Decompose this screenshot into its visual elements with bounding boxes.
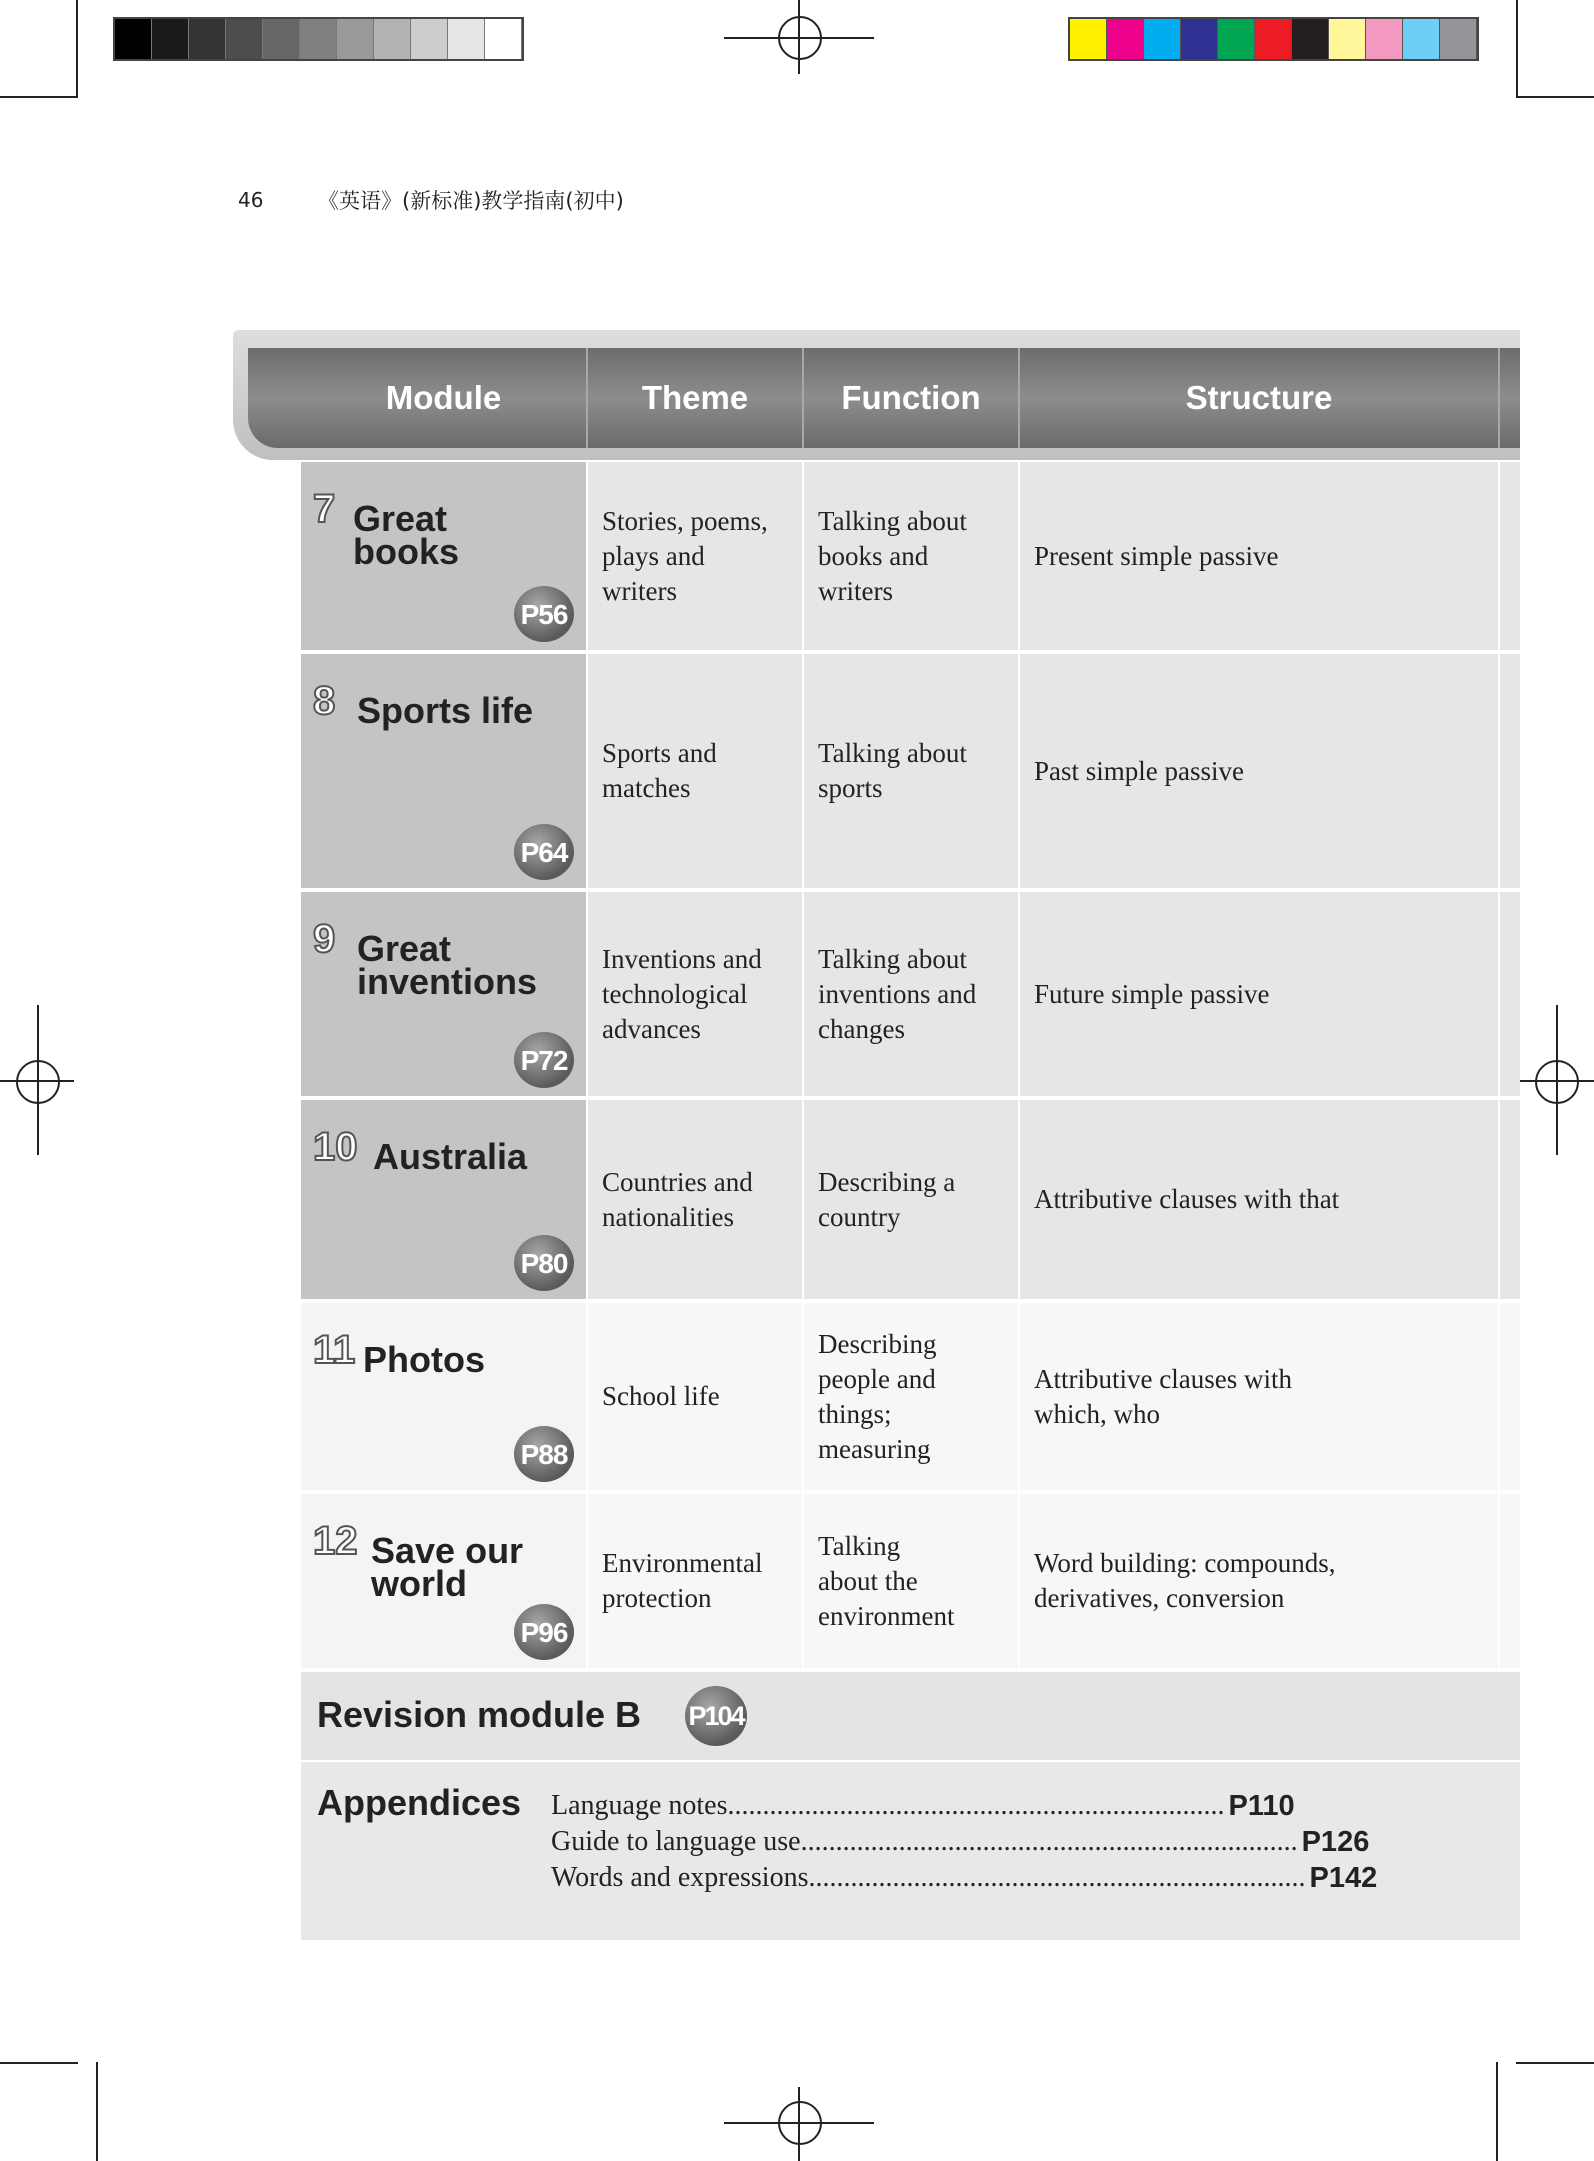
module-title-line: Sports life — [357, 690, 534, 731]
cell-line: School life — [602, 1381, 720, 1411]
cell-text — [818, 1165, 955, 1235]
theme-cell — [588, 892, 804, 1096]
table-row — [301, 462, 1520, 652]
cell-line: Present simple passive — [1034, 540, 1279, 571]
leader-dots: ....................................................................... — [800, 1826, 1298, 1857]
module-title-line: Great — [357, 928, 452, 969]
color-swatch — [1218, 19, 1255, 59]
appendix-label: Words and expressions — [551, 1862, 809, 1893]
table-row — [301, 1100, 1520, 1301]
color-swatch — [1255, 19, 1292, 59]
cell-text — [602, 1379, 720, 1414]
module-number: 10 — [313, 1125, 358, 1169]
module-cell — [301, 1303, 588, 1490]
function-cell — [804, 1303, 1020, 1490]
color-swatch — [152, 19, 189, 59]
cell-line: Stories, poems, — [602, 505, 768, 536]
cell-line: measuring — [818, 1433, 931, 1464]
structure-cell — [1020, 1494, 1500, 1668]
module-cell — [301, 892, 588, 1096]
color-swatch — [1292, 19, 1329, 59]
cell-line: people and — [818, 1363, 936, 1394]
table-row — [301, 892, 1520, 1098]
cell-line: which, who — [1034, 1398, 1160, 1429]
module-title-line: Photos — [363, 1339, 485, 1380]
cell-line: advances — [602, 1013, 701, 1044]
cell-line: Talking — [818, 1530, 901, 1561]
module-title — [371, 1530, 524, 1604]
theme-cell — [588, 1100, 804, 1299]
cell-line: Inventions and — [602, 943, 762, 974]
appendix-label: Guide to language use — [551, 1826, 801, 1857]
color-swatch — [485, 19, 522, 59]
revision-module-row — [301, 1672, 1520, 1762]
running-head: 《英语》(新标准)教学指南(初中) — [318, 189, 624, 213]
appendix-item — [551, 1788, 1295, 1824]
function-cell — [804, 654, 1020, 888]
cell-line: Past simple passive — [1034, 755, 1244, 786]
theme-cell — [588, 462, 804, 650]
cell-line: writers — [818, 575, 893, 606]
cell-line: technological — [602, 978, 748, 1009]
cell-text — [818, 942, 976, 1047]
cell-line: matches — [602, 773, 691, 803]
theme-cell — [588, 1303, 804, 1490]
table-row — [301, 654, 1520, 890]
cell-line: Attributive clauses with that — [1034, 1184, 1340, 1214]
cell-line: Future simple passive — [1034, 978, 1270, 1009]
cell-line: about the — [818, 1565, 918, 1596]
cell-line: writers — [602, 575, 677, 606]
table-edge-cell — [1500, 462, 1520, 650]
cell-line: nationalities — [602, 1201, 734, 1232]
cell-line: changes — [818, 1013, 905, 1044]
appendices-title: Appendices — [317, 1782, 522, 1823]
module-title — [363, 1339, 485, 1380]
structure-cell — [1020, 892, 1500, 1096]
module-title-line: world — [371, 1563, 467, 1604]
cell-line: Describing a — [818, 1166, 956, 1197]
module-title-line: Great — [353, 498, 448, 539]
function-cell — [804, 462, 1020, 650]
table-edge-cell — [1500, 1303, 1520, 1490]
module-title-line: Save our — [371, 1530, 524, 1571]
color-swatch — [1144, 19, 1181, 59]
cell-text — [818, 504, 967, 609]
page-badge: P80 — [514, 1235, 574, 1291]
page-badge: P88 — [514, 1426, 574, 1482]
revision-module-title: Revision module B — [317, 1694, 642, 1735]
module-title-line: Australia — [373, 1136, 528, 1177]
cell-line: Talking about — [818, 505, 967, 536]
cell-line: Countries and — [602, 1166, 753, 1197]
cell-text — [602, 1165, 753, 1235]
cell-text — [602, 942, 762, 1047]
module-number: 7 — [313, 487, 336, 531]
cell-line: Talking about — [818, 943, 967, 974]
color-swatch — [1181, 19, 1218, 59]
module-number: 11 — [313, 1328, 356, 1372]
page-badge: P96 — [514, 1604, 574, 1660]
appendix-page: P142 — [1309, 1862, 1378, 1894]
cell-line: sports — [818, 773, 883, 803]
cell-line: protection — [602, 1583, 712, 1613]
module-title-line: books — [353, 531, 460, 572]
color-swatch — [226, 19, 263, 59]
column-header-function: Function — [804, 348, 1020, 448]
appendix-label: Language notes — [551, 1790, 728, 1821]
module-title — [353, 498, 460, 572]
theme-cell — [588, 654, 804, 888]
color-swatch — [1329, 19, 1366, 59]
module-title — [373, 1136, 528, 1177]
appendices-list — [551, 1788, 1378, 1896]
color-swatch — [300, 19, 337, 59]
cell-line: things; — [818, 1398, 892, 1429]
module-title-line: inventions — [357, 961, 538, 1002]
cell-line: inventions and — [818, 978, 977, 1009]
cell-text — [1034, 1362, 1292, 1432]
grayscale-calibration-strip — [113, 17, 524, 61]
table-edge-cell — [1500, 1100, 1520, 1299]
color-swatch — [263, 19, 300, 59]
cell-text — [602, 1546, 762, 1616]
appendices-row — [301, 1762, 1520, 1940]
cell-line: Describing — [818, 1328, 937, 1359]
cell-line: country — [818, 1201, 901, 1232]
cell-line: Attributive clauses with — [1034, 1363, 1292, 1394]
module-number: 8 — [313, 679, 336, 723]
structure-cell — [1020, 1100, 1500, 1299]
structure-cell — [1020, 1303, 1500, 1490]
structure-cell — [1020, 462, 1500, 650]
cell-line: Sports and — [602, 738, 717, 768]
table-edge-cell — [1500, 1494, 1520, 1668]
color-calibration-strip — [1068, 17, 1479, 61]
appendix-item — [551, 1860, 1378, 1896]
cell-text — [1034, 539, 1278, 574]
table-edge-cell — [1500, 654, 1520, 888]
cell-text — [1034, 977, 1269, 1012]
color-swatch — [189, 19, 226, 59]
color-swatch — [115, 19, 152, 59]
color-swatch — [337, 19, 374, 59]
cell-line: Environmental — [602, 1548, 763, 1578]
module-cell — [301, 1494, 588, 1668]
color-swatch — [1403, 19, 1440, 59]
structure-cell — [1020, 654, 1500, 888]
cell-line: derivatives, conversion — [1034, 1583, 1285, 1613]
revision-page-badge: P104 — [685, 1686, 747, 1746]
table-edge-cell — [1500, 892, 1520, 1096]
cell-text — [818, 1327, 936, 1467]
cell-line: environment — [818, 1600, 955, 1631]
module-cell — [301, 654, 588, 888]
function-cell — [804, 1494, 1020, 1668]
module-number: 9 — [313, 917, 336, 961]
page-badge: P72 — [514, 1032, 574, 1088]
appendix-page: P126 — [1301, 1826, 1370, 1858]
page-badge: P56 — [514, 586, 574, 642]
module-cell — [301, 1100, 588, 1299]
color-swatch — [1366, 19, 1403, 59]
cell-text — [818, 1529, 954, 1634]
module-title — [357, 690, 534, 731]
leader-dots: ....................................................................... — [727, 1790, 1225, 1821]
page-badge: P64 — [514, 824, 574, 880]
function-cell — [804, 892, 1020, 1096]
cell-line: Word building: compounds, — [1034, 1548, 1336, 1578]
appendix-page: P110 — [1228, 1790, 1295, 1822]
function-cell — [804, 1100, 1020, 1299]
cell-line: plays and — [602, 540, 705, 571]
page-number: 46 — [238, 188, 264, 212]
theme-cell — [588, 1494, 804, 1668]
column-header-theme: Theme — [588, 348, 804, 448]
color-swatch — [448, 19, 485, 59]
cell-line: books and — [818, 540, 929, 571]
color-swatch — [411, 19, 448, 59]
table-row — [301, 1303, 1520, 1492]
cell-text — [1034, 1182, 1339, 1217]
cell-text — [818, 736, 967, 806]
table-row — [301, 1494, 1520, 1670]
module-cell — [301, 462, 588, 650]
color-swatch — [1440, 19, 1477, 59]
leader-dots: ....................................................................... — [808, 1862, 1306, 1893]
cell-text — [602, 504, 768, 609]
column-header-module: Module — [301, 348, 588, 448]
color-swatch — [1107, 19, 1144, 59]
cell-text — [1034, 1546, 1336, 1616]
module-title — [357, 928, 538, 1002]
cell-text — [1034, 754, 1244, 789]
appendix-item — [551, 1824, 1370, 1860]
column-header-structure: Structure — [1020, 348, 1500, 448]
color-swatch — [374, 19, 411, 59]
color-swatch — [1070, 19, 1107, 59]
cell-text — [602, 736, 717, 806]
cell-line: Talking about — [818, 738, 967, 768]
module-number: 12 — [313, 1519, 358, 1563]
